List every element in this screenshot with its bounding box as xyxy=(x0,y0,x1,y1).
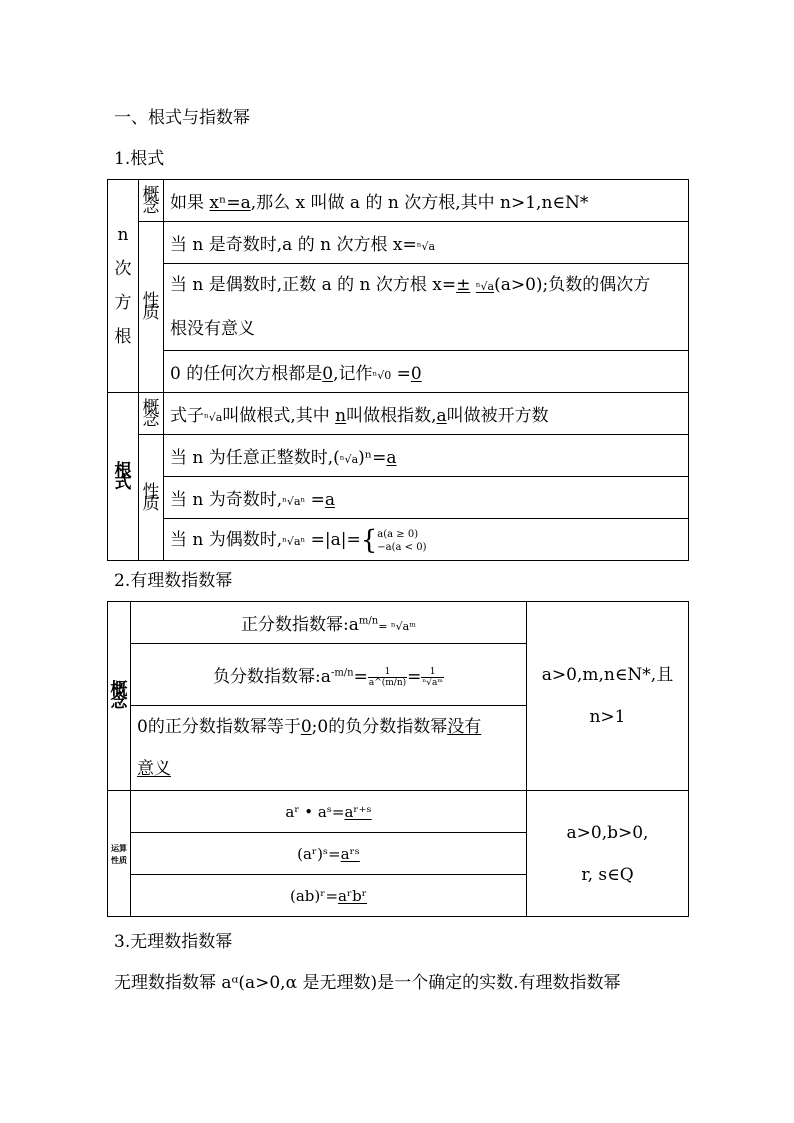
nth-root-even-property: 当 n 是偶数时,正数 a 的 n 次方根 x=± ⁿ√a(a>0);负数的偶次方 根没有意义 xyxy=(164,264,689,351)
rational-exponent-table xyxy=(107,601,689,917)
radicals-table xyxy=(107,179,689,561)
operation-conditions: a>0,b>0, r, s∈Q xyxy=(527,791,689,917)
product-rule: aʳ • aˢ=aʳ⁺ˢ xyxy=(131,791,527,833)
radical-concept: 式子ⁿ√a叫做根式,其中 n叫做根指数,a叫做被开方数 xyxy=(164,393,689,435)
zero-exponent-rule: 0的正分数指数幂等于0;0的负分数指数幂没有 意义 xyxy=(131,706,527,791)
property-label: 性质 xyxy=(139,222,164,393)
positive-fraction-exponent: 正分数指数幂$:a^{m/n}=$ ⁿ√aᵐ xyxy=(131,602,527,644)
radical-odd-property: 当 n 为奇数时,ⁿ√aⁿ =a xyxy=(164,477,689,519)
negative-fraction-exponent: 负分数指数幂$:a^{-m/n}=$ $\frac{1}{a\^{}(m/n)}$ = $\frac{1}{\text{ⁿ√aᵐ}}$ xyxy=(131,644,527,706)
concept-label: 概念 xyxy=(108,602,131,791)
subsection-title-rational: 2.有理数指数幂 xyxy=(114,571,233,591)
nth-root-label: n 次 方 根 xyxy=(108,180,139,393)
property-label: 性质 xyxy=(139,435,164,561)
power-rule: (aʳ)ˢ=aʳˢ xyxy=(131,833,527,875)
nth-root-concept: 如果 xⁿ=a,那么 x 叫做 a 的 n 次方根,其中 n>1,n∈N* xyxy=(164,180,689,222)
piecewise-brace: {a(a ≥ 0) −a(a < 0) xyxy=(360,525,427,556)
product-power-rule: (ab)ʳ=aʳbʳ xyxy=(131,875,527,917)
radical-power-property: 当 n 为任意正整数时,(ⁿ√a)ⁿ=a xyxy=(164,435,689,477)
concept-label: 概念 xyxy=(139,180,164,222)
subsection-title-radicals: 1.根式 xyxy=(114,149,165,169)
nth-root-odd-property: 当 n 是奇数时,a 的 n 次方根 x=ⁿ√a xyxy=(164,222,689,264)
nth-root-zero-property: 0 的任何次方根都是0,记作ⁿ√0 =0 xyxy=(164,351,689,393)
concept-conditions: a>0,m,n∈N*,且 n>1 xyxy=(527,602,689,791)
section-title: 一、根式与指数幂 xyxy=(114,108,250,128)
irrational-exponent-paragraph: 无理数指数幂 aᵅ(a>0,α 是无理数)是一个确定的实数.有理数指数幂 xyxy=(114,973,621,993)
radical-label: 根式 xyxy=(108,393,139,561)
operation-properties-label: 运算性质 xyxy=(108,791,131,917)
radical-even-property: 当 n 为偶数时,ⁿ√aⁿ =|a|={a(a ≥ 0) −a(a < 0) xyxy=(164,519,689,561)
concept-label: 概念 xyxy=(139,393,164,435)
subsection-title-irrational: 3.无理数指数幂 xyxy=(114,932,233,952)
